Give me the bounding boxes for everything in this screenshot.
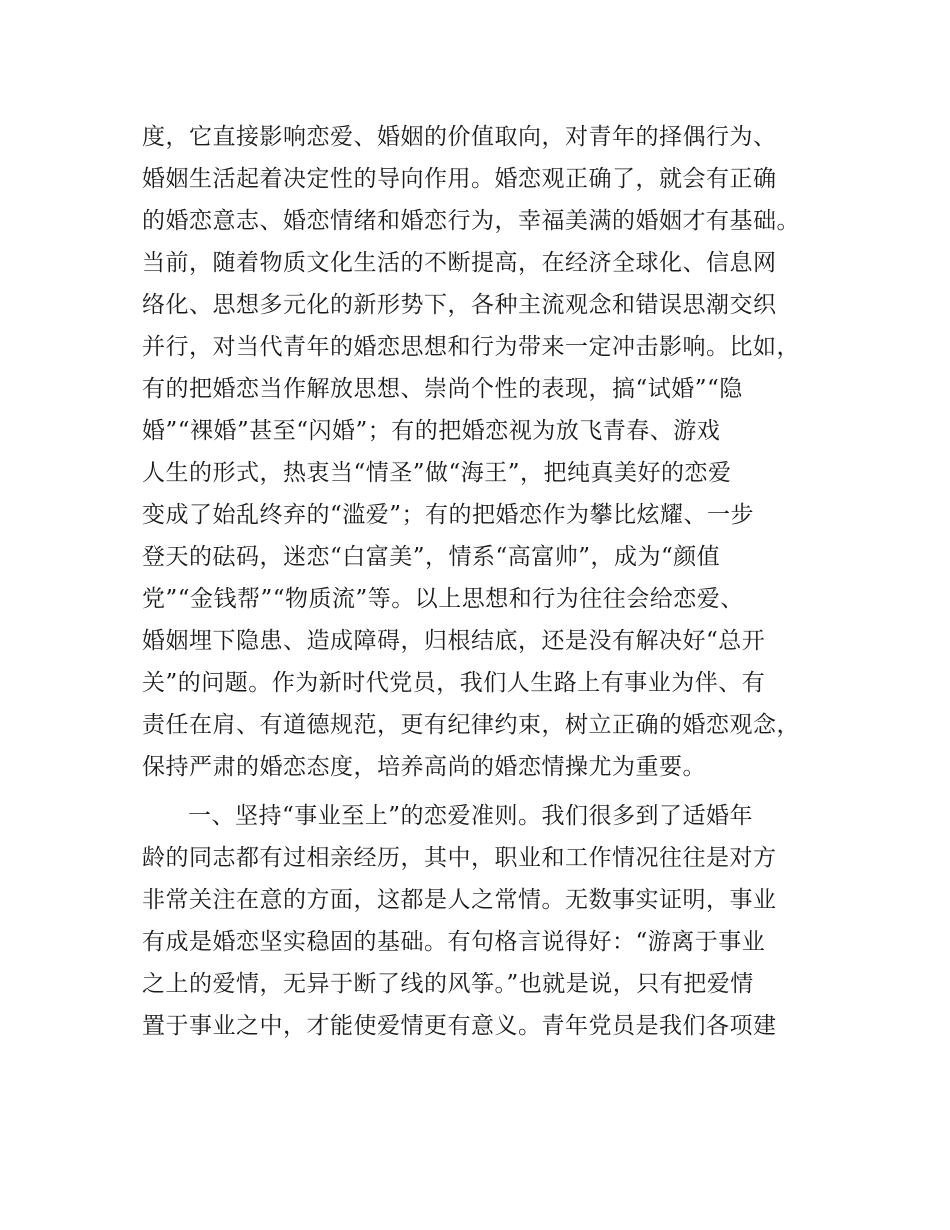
text-line: 党”“金钱帮”“物质流”等。以上思想和行为往往会给恋爱、	[142, 586, 744, 612]
paragraph-1	[142, 116, 832, 788]
text-line: 并行，对当代青年的婚恋思想和行为带来一定冲击影响。比如，	[142, 334, 800, 360]
text-line: 关”的问题。作为新时代党员，我们人生路上有事业为伴、有	[142, 670, 766, 696]
text-line: 一、坚持“事业至上”的恋爱准则。我们很多到了适婚年	[188, 803, 754, 829]
paragraph-spacer	[142, 788, 832, 795]
text-line: 婚”“裸婚”甚至“闪婚”；有的把婚恋视为放飞青春、游戏	[142, 418, 721, 444]
text-line: 婚姻生活起着决定性的导向作用。婚恋观正确了，就会有正确	[142, 166, 777, 192]
text-line: 人生的形式，热衷当“情圣”做“海王”，把纯真美好的恋爱	[142, 460, 732, 486]
text-line: 非常关注在意的方面，这都是人之常情。无数事实证明，事业	[142, 887, 777, 913]
text-line: 络化、思想多元化的新形势下，各种主流观念和错误思潮交织	[142, 292, 777, 318]
text-line: 龄的同志都有过相亲经历，其中，职业和工作情况往往是对方	[142, 845, 777, 871]
paragraph-2	[142, 795, 832, 1047]
text-line: 有成是婚恋坚实稳固的基础。有句格言说得好：“游离于事业	[142, 929, 766, 955]
text-line: 保持严肃的婚恋态度，培养高尚的婚恋情操尤为重要。	[142, 754, 706, 780]
text-line: 变成了始乱终弃的“滥爱”；有的把婚恋作为攀比炫耀、一步	[142, 502, 755, 528]
text-line: 婚姻埋下隐患、造成障碍，归根结底，还是没有解决好“总开	[142, 628, 766, 654]
text-line: 置于事业之中，才能使爱情更有意义。青年党员是我们各项建	[142, 1013, 777, 1039]
text-line: 责任在肩、有道德规范，更有纪律约束，树立正确的婚恋观念，	[142, 712, 800, 738]
text-line: 登天的砝码，迷恋“白富美”，情系“高富帅”，成为“颜值	[142, 544, 721, 570]
text-line: 有的把婚恋当作解放思想、崇尚个性的表现，搞“试婚”“隐	[142, 376, 743, 402]
body-text	[142, 116, 832, 1047]
text-line: 当前，随着物质文化生活的不断提高，在经济全球化、信息网	[142, 250, 777, 276]
text-line: 之上的爱情，无异于断了线的风筝。”也就是说，只有把爱情	[142, 971, 754, 997]
text-line: 度，它直接影响恋爱、婚姻的价值取向，对青年的择偶行为、	[142, 124, 777, 150]
text-line: 的婚恋意志、婚恋情绪和婚恋行为，幸福美满的婚姻才有基础。	[142, 208, 800, 234]
